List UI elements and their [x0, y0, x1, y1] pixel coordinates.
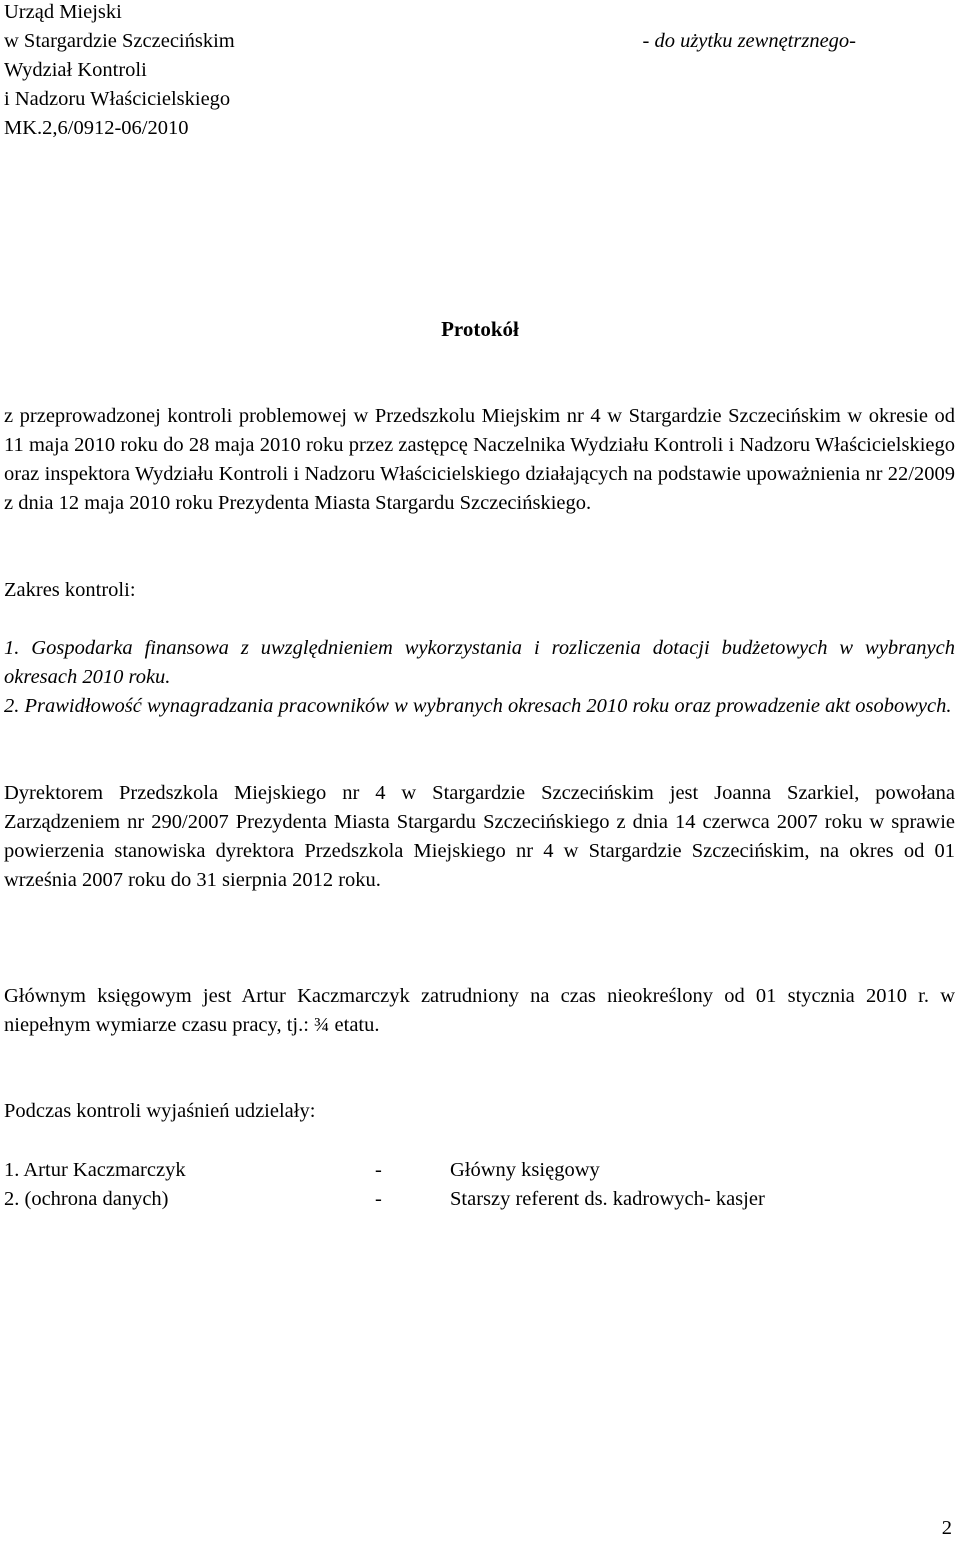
accountant-paragraph: Głównym księgowym jest Artur Kaczmarczyk zatrudniony na czas nieokreślony od 01 stycznia 2010 r. w niepełnym wymiarze czasu pracy, tj.: ¾ etatu.	[4, 985, 955, 1036]
office-header	[4, 0, 955, 143]
list-item	[4, 1156, 904, 1185]
person-name: 1. Artur Kaczmarczyk	[4, 1159, 186, 1181]
office-name: Urząd Miejski	[4, 1, 122, 23]
intro-paragraph: z przeprowadzonej kontroli problemowej w Przedszkolu Miejskim nr 4 w Stargardzie Szczecińskim w okresie od 11 maja 2010 roku do 28 maja 2010 roku przez zastępcę Naczelnika Wydziału Kontroli i Nadzoru Właścicielskiego oraz inspektora Wydziału Kontroli i Nadzoru Właścicielskiego działających na podstawie upoważnienia nr 22/2009 z dnia 12 maja 2010 roku Prezydenta Miasta Stargardu Szczecińskiego.	[4, 405, 955, 514]
person-name: 2. (ochrona danych)	[4, 1188, 169, 1210]
page-number: 2	[941, 1517, 952, 1539]
case-reference-number: MK.2,6/0912-06/2010	[4, 117, 189, 139]
separator-dash: -	[375, 1159, 382, 1181]
director-paragraph: Dyrektorem Przedszkola Miejskiego nr 4 w Stargardzie Szczecińskim jest Joanna Szarkiel, powołana Zarządzeniem nr 290/2007 Prezydenta Miasta Stargardu Szczecińskiego z dnia 14 czerwca 2007 roku w sprawie powierzenia stanowiska dyrektora Przedszkola Miejskiego nr 4 w Stargardzie Szczecińskim, na okres od 01 września 2007 roku do 31 sierpnia 2012 roku.	[4, 782, 955, 891]
usage-note: - do użytku zewnętrznego-	[642, 30, 856, 52]
office-location: w Stargardzie Szczecińskim	[4, 30, 235, 52]
department-name: Wydział Kontroli	[4, 59, 147, 81]
person-role: Starszy referent ds. kadrowych- kasjer	[450, 1188, 765, 1210]
explanations-heading: Podczas kontroli wyjaśnień udzielały:	[4, 1100, 316, 1122]
separator-dash: -	[375, 1188, 382, 1210]
scope-item-1: 1. Gospodarka finansowa z uwzględnieniem wykorzystania i rozliczenia dotacji budżetowych w wybranych okresach 2010 roku.	[4, 637, 955, 688]
scope-item-2: 2. Prawidłowość wynagradzania pracowników w wybranych okresach 2010 roku oraz prowadzenie akt osobowych.	[4, 695, 952, 717]
document-title: Protokół	[441, 317, 519, 341]
scope-heading: Zakres kontroli:	[4, 579, 136, 601]
department-name-continued: i Nadzoru Właścicielskiego	[4, 88, 231, 110]
list-item	[4, 1185, 904, 1214]
person-role: Główny księgowy	[450, 1159, 600, 1181]
